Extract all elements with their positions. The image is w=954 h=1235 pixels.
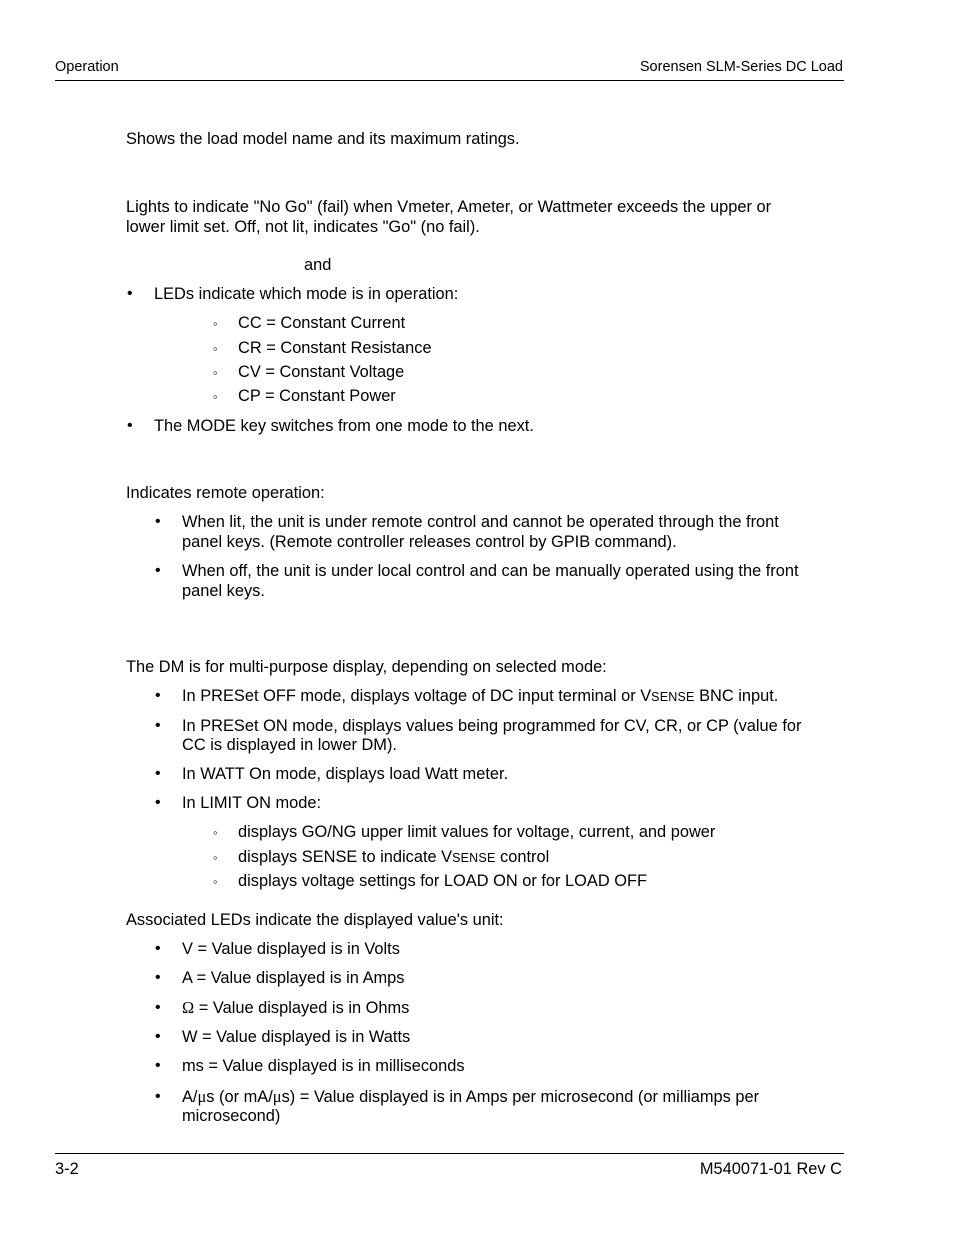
ohm-symbol: Ω	[182, 998, 195, 1017]
dm-preset-on-line2: CC is displayed in lower DM).	[182, 736, 397, 754]
sub-bullet-icon: ◦	[213, 316, 218, 331]
bullet-icon: •	[155, 940, 161, 957]
page-number: 3-2	[55, 1160, 79, 1178]
dm-preset-on-line1: In PRESet ON mode, displays values being programmed for CV, CR, or CP (value for	[182, 717, 802, 735]
remote-off-line1: When off, the unit is under local control and can be manually operated using the front	[182, 562, 799, 580]
header-rule	[55, 80, 844, 81]
bullet-icon: •	[155, 1088, 161, 1105]
mu-symbol: μ	[197, 1087, 207, 1106]
unit-rate-line1	[182, 1087, 759, 1107]
nogo-text-line1: Lights to indicate "No Go" (fail) when Vmeter, Ameter, or Wattmeter exceeds the upper or	[126, 198, 772, 216]
bullet-icon: •	[155, 513, 161, 530]
dm-watt-on: In WATT On mode, displays load Watt meter.	[182, 765, 509, 783]
bullet-icon: •	[155, 717, 161, 734]
remote-lit-line2: panel keys. (Remote controller releases control by GPIB command).	[182, 533, 677, 551]
dm-limit-item1: displays GO/NG upper limit values for voltage, current, and power	[238, 823, 716, 841]
dm-limit-item2-text-a: displays SENSE to indicate V	[238, 848, 453, 866]
sub-bullet-icon: ◦	[213, 389, 218, 404]
vsense-subscript: SENSE	[452, 851, 496, 865]
bullet-icon: •	[127, 285, 133, 302]
sub-bullet-icon: ◦	[213, 341, 218, 356]
bullet-icon: •	[127, 417, 133, 434]
mode-item-cv: CV = Constant Voltage	[238, 363, 405, 381]
unit-rate-line2: microsecond)	[182, 1107, 281, 1125]
remote-off-line2: panel keys.	[182, 582, 265, 600]
sub-bullet-icon: ◦	[213, 850, 218, 865]
unit-watts: W = Value displayed is in Watts	[182, 1028, 411, 1046]
dm-preset-off-text-b: BNC input.	[694, 687, 779, 705]
mu-symbol: μ	[272, 1087, 282, 1106]
running-header-title: Sorensen SLM-Series DC Load	[639, 59, 843, 75]
bullet-icon: •	[155, 1057, 161, 1074]
unit-ohms	[182, 998, 409, 1018]
unit-ohms-text: = Value displayed is in Ohms	[194, 999, 410, 1017]
bullet-icon: •	[155, 765, 161, 782]
units-intro: Associated LEDs indicate the displayed value's unit:	[126, 911, 504, 929]
bullet-icon: •	[155, 562, 161, 579]
remote-intro: Indicates remote operation:	[126, 484, 325, 502]
unit-rate-text-c: s) = Value displayed is in Amps per microsecond (or milliamps per	[281, 1088, 760, 1106]
bullet-icon: •	[155, 1028, 161, 1045]
unit-rate-text-a: A/	[182, 1088, 198, 1106]
running-header-section: Operation	[55, 59, 119, 75]
dm-intro: The DM is for multi-purpose display, depending on selected mode:	[126, 658, 607, 676]
mode-and-word: and	[304, 256, 332, 274]
mode-switch-text: The MODE key switches from one mode to the next.	[154, 417, 534, 435]
dm-preset-off	[182, 686, 778, 707]
bullet-icon: •	[155, 687, 161, 704]
dm-preset-off-text-a: In PRESet OFF mode, displays voltage of DC input terminal or V	[182, 687, 652, 705]
model-display-text: Shows the load model name and its maximum ratings.	[126, 130, 520, 148]
unit-ms: ms = Value displayed is in milliseconds	[182, 1057, 465, 1075]
dm-limit-item3: displays voltage settings for LOAD ON or for LOAD OFF	[238, 872, 647, 890]
sub-bullet-icon: ◦	[213, 365, 218, 380]
mode-item-cp: CP = Constant Power	[238, 387, 396, 405]
unit-volts: V = Value displayed is in Volts	[182, 940, 400, 958]
mode-item-cc: CC = Constant Current	[238, 314, 406, 332]
unit-rate-text-b: s (or mA/	[206, 1088, 273, 1106]
mode-intro: LEDs indicate which mode is in operation:	[154, 285, 459, 303]
footer-rule	[55, 1153, 844, 1154]
sub-bullet-icon: ◦	[213, 874, 218, 889]
dm-limit-item2-text-b: control	[495, 848, 550, 866]
nogo-text-line2: lower limit set. Off, not lit, indicates "Go" (no fail).	[126, 218, 480, 236]
document-number: M540071-01 Rev C	[699, 1160, 842, 1178]
sub-bullet-icon: ◦	[213, 825, 218, 840]
mode-item-cr: CR = Constant Resistance	[238, 339, 432, 357]
dm-limit-item2	[238, 847, 549, 868]
bullet-icon: •	[155, 999, 161, 1016]
bullet-icon: •	[155, 969, 161, 986]
unit-amps: A = Value displayed is in Amps	[182, 969, 405, 987]
vsense-subscript: SENSE	[651, 690, 695, 704]
remote-lit-line1: When lit, the unit is under remote control and cannot be operated through the front	[182, 513, 779, 531]
bullet-icon: •	[155, 794, 161, 811]
dm-limit-on: In LIMIT ON mode:	[182, 794, 322, 812]
